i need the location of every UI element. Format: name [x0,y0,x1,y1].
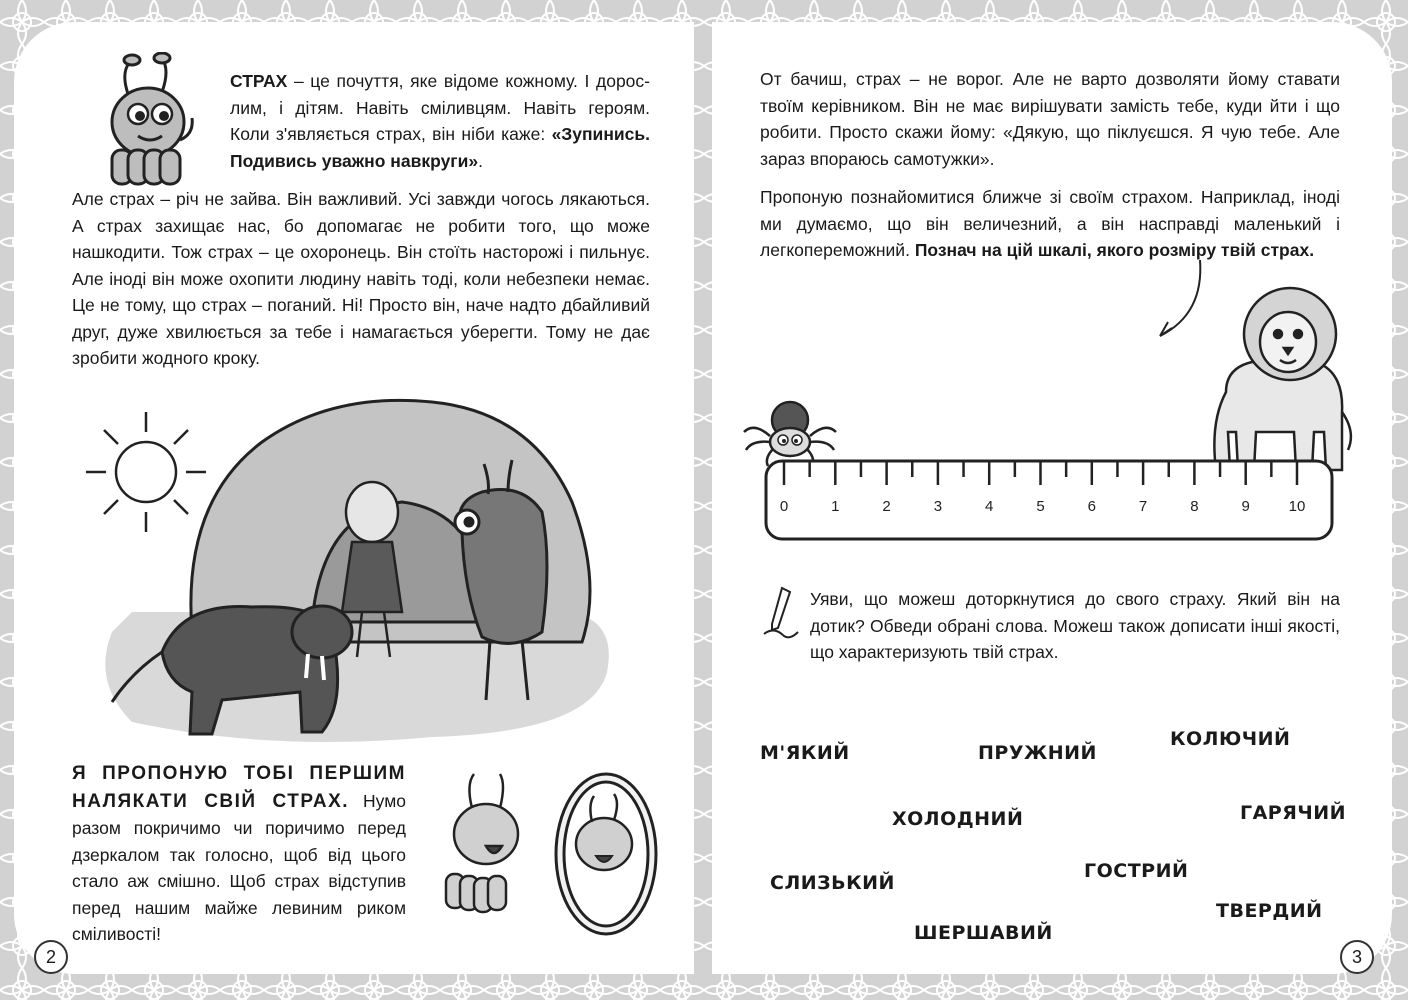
ruler-label: 5 [1036,498,1045,515]
right-page [712,22,1392,974]
ruler-label: 1 [831,498,840,515]
intro-bold: СТРАХ [230,71,288,91]
cave-illustration [72,382,632,762]
ruler-label: 2 [882,498,891,515]
pencil-icon [760,584,802,640]
fear-scale-ruler[interactable] [764,459,1336,543]
task-text: Обведи обрані слова. Можеш також дописати інші якості, що характеризують твій страх. [810,615,1340,662]
body-paragraph: Але страх – річ не зайва. Він важливий. Усі завжди чогось лякаються. А страх захищає нас, бо допомагає не робити того, що може нашкодити. Тож страх – це охоронець. Він стоїть насторожі і пильнує. Але іноді він може охопити людину навіть тоді, коли небезпеки немає. Це не тому, що страх – поганий. Ні! Просто він, наче надто дбайливий друг, дуже хвилюється за тебе і намагається уберегти. Тому не дає зробити жодного кроку. [72,189,650,368]
mirror-text: Нумо разом покричимо чи поричимо перед дзеркалом так голосно, щоб від цього стало аж смішно. Щоб страх відступив перед нашим майже левиним риком сміливості! [72,790,406,944]
page-number-right: 3 [1340,940,1374,974]
mirror-illustration [426,764,666,944]
sun-icon [86,412,206,532]
ruler-label: 7 [1138,498,1148,515]
ruler-label: 3 [933,498,943,515]
ruler-label: 4 [985,498,994,515]
page-number-left: 2 [34,940,68,974]
mirror-paragraph [72,760,406,948]
intro-end: . [478,150,483,171]
word-hostryi[interactable]: ГОСТРИЙ [1084,860,1189,882]
intro-text: – це почуття, яке відоме кожному. І дорослим, і дітям. Навіть сміливцям. Навіть героям. Коли з'являється страх, він ніби каже: [230,71,650,144]
intro-quote: «Зупинись. Подивись уважно навкруги» [230,124,650,171]
intro-paragraph [230,68,650,174]
word-myakyi[interactable]: М'ЯКИЙ [760,742,850,764]
word-pruzhnyi[interactable]: ПРУЖНИЙ [978,742,1097,764]
word-shershavyi[interactable]: ШЕРШАВИЙ [914,922,1053,944]
right-paragraph-2 [760,184,1340,264]
task-bold: Уяви, що можеш доторкнутися до свого страху. Який він на дотик? [810,589,1340,636]
word-koliuchyi[interactable]: КОЛЮЧИЙ [1170,728,1291,750]
ruler-label: 6 [1087,498,1096,515]
left-page [14,22,694,974]
scale-intro: Пропоную познайомитися ближче зі своїм страхом. Наприклад, іноді ми думаємо, що він величезний, а він насправді маленький і легкопереможний. [760,187,1340,260]
ruler-label: 0 [779,498,789,515]
ruler-label: 9 [1241,498,1250,515]
ruler-label: 8 [1190,498,1199,515]
word-hariachyi[interactable]: ГАРЯЧИЙ [1240,802,1347,824]
word-slyzkyi[interactable]: СЛИЗЬКИЙ [770,872,895,894]
ruler-label: 10 [1288,498,1306,515]
task-paragraph [810,586,1340,666]
word-kholodnyi[interactable]: ХОЛОДНИЙ [892,808,1024,830]
lion-icon [1196,282,1356,477]
right-paragraph-1: От бачиш, страх – не ворог. Але не варто дозволяти йому ставати твоїм керівником. Він не має вирішувати замість тебе, куди йти і що робити. Просто скажи йому: «Дякую, що піклуєшся. Я чую тебе. Але зараз впораюсь самотужки». [760,69,1340,169]
mirror-bold: Я ПРОПОНУЮ ТОБІ ПЕРШИМ НАЛЯКАТИ СВІЙ СТРАХ. [72,763,406,812]
scale-instruction: Познач на цій шкалі, якого розміру твій страх. [914,240,1315,260]
caterpillar-icon [82,52,212,202]
word-tverdyi[interactable]: ТВЕРДИЙ [1216,900,1323,922]
